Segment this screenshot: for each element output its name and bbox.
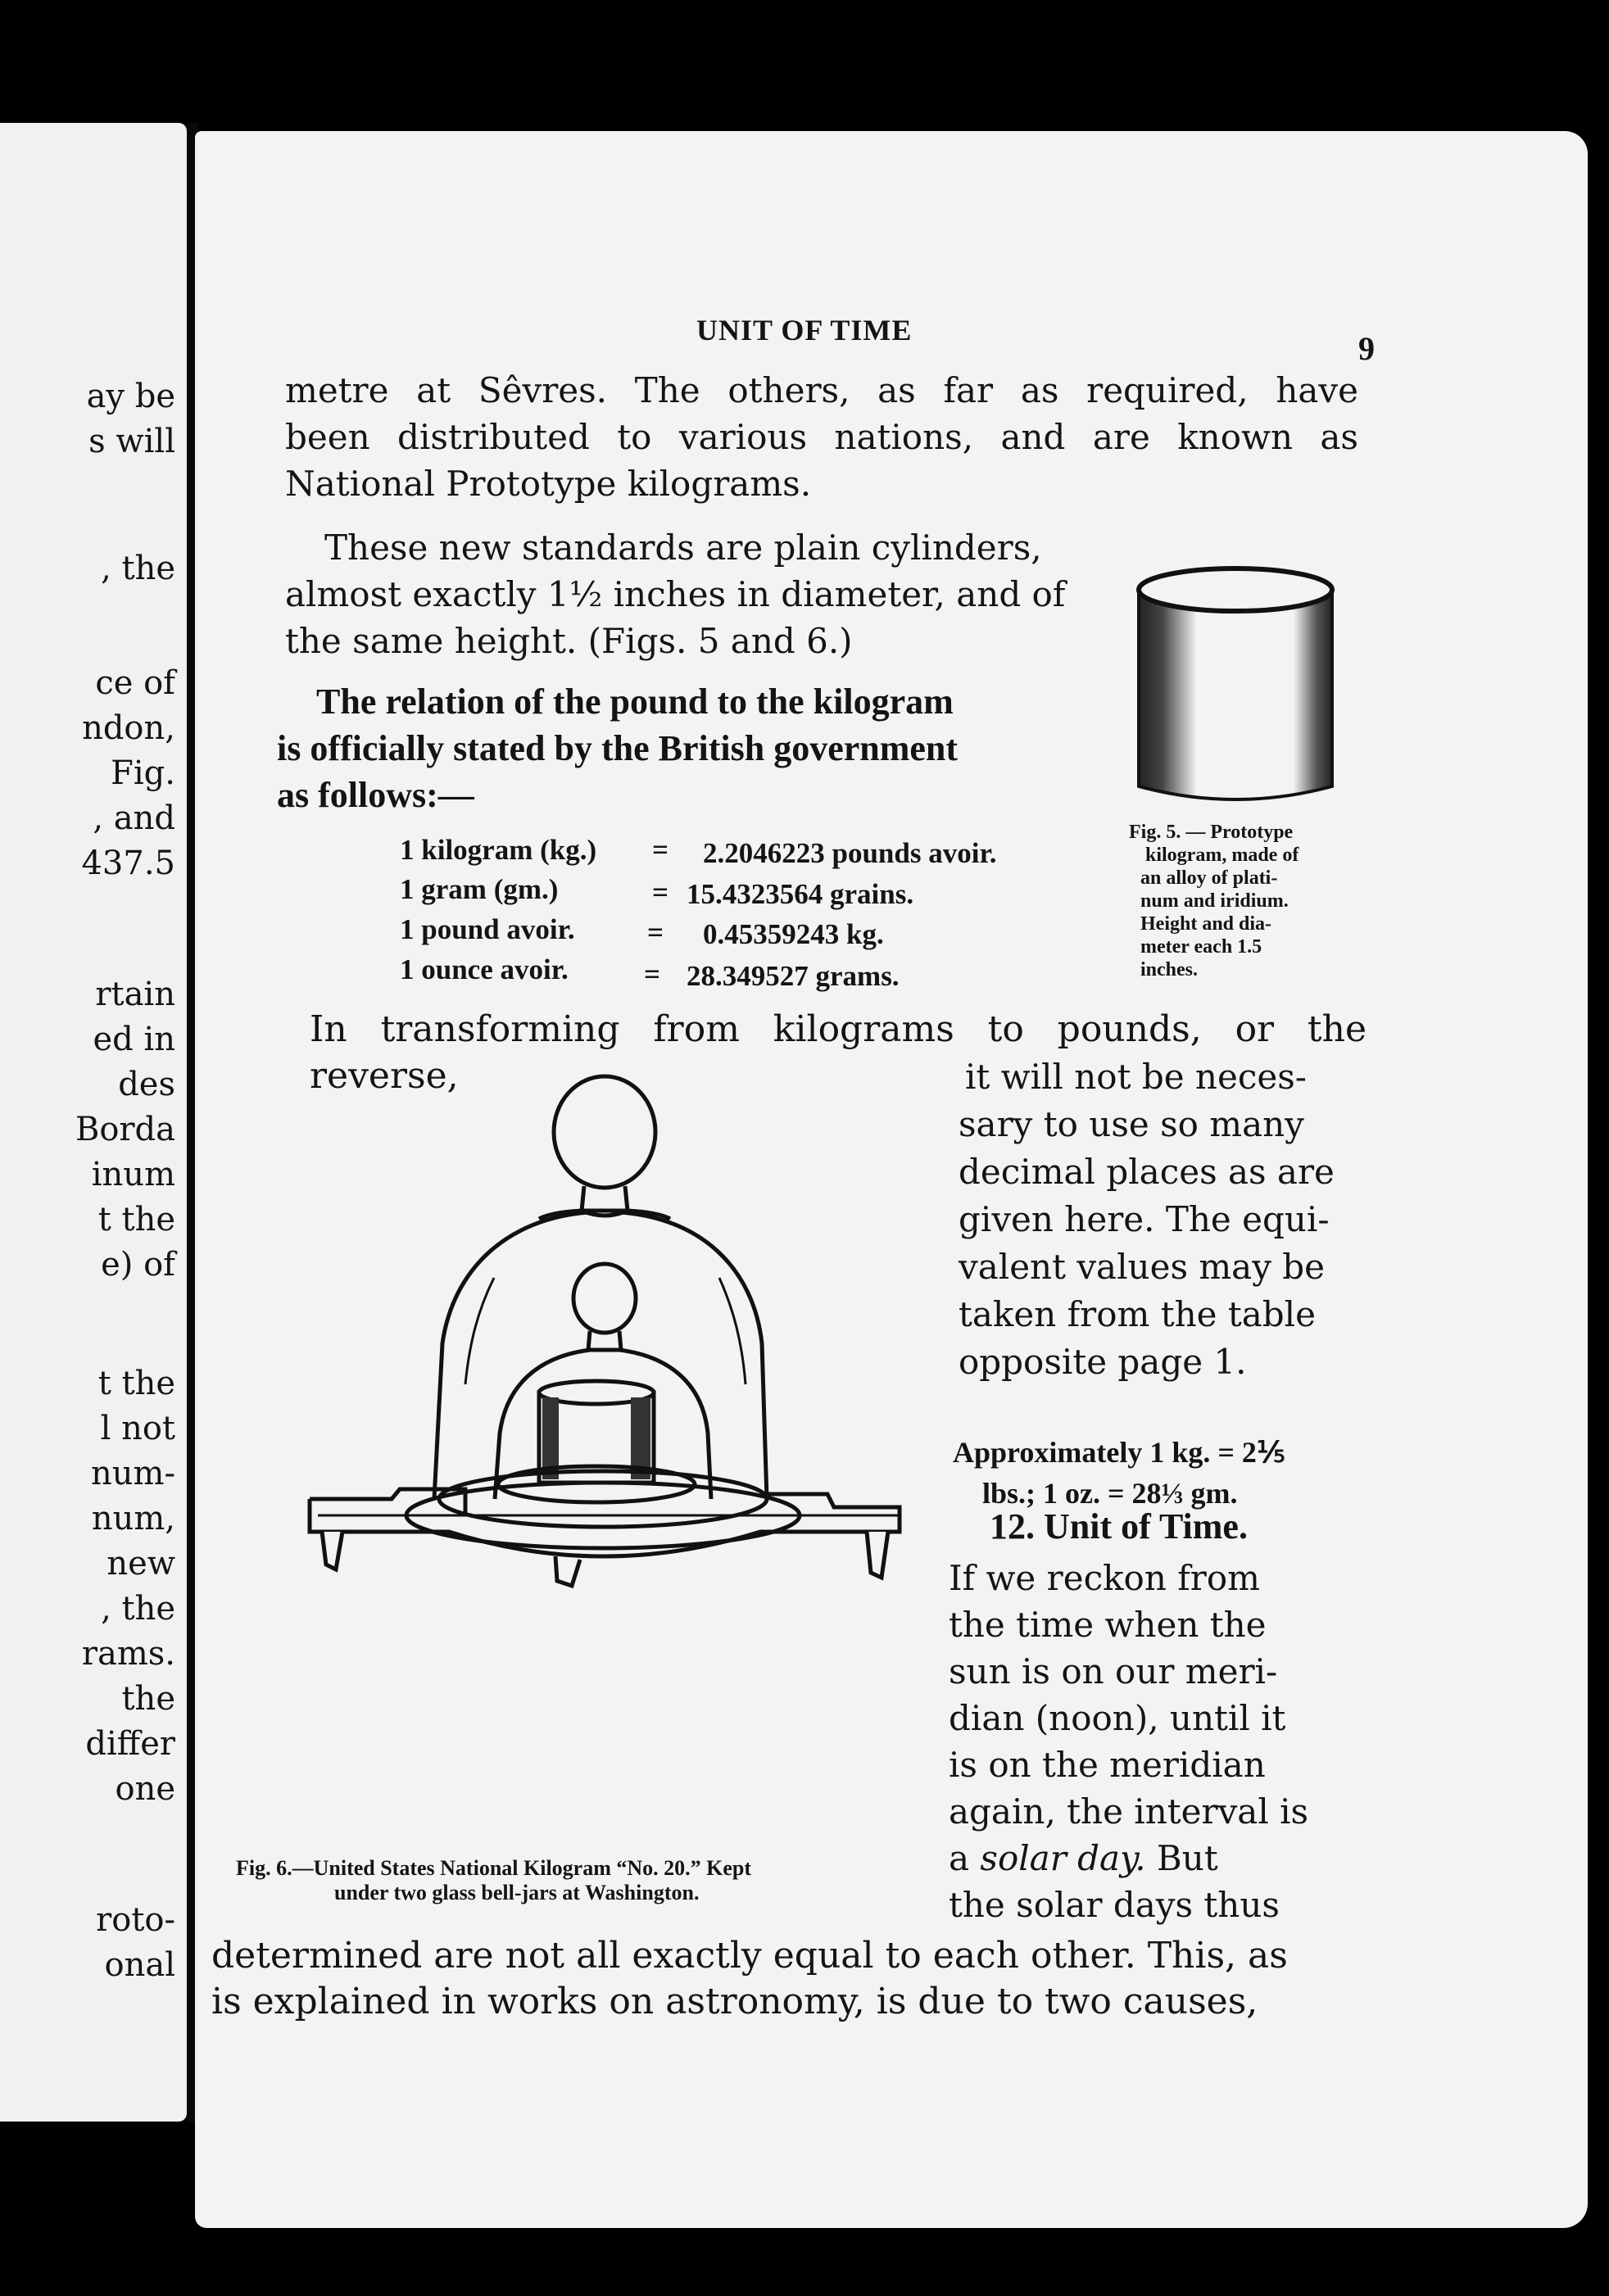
paragraph-4-column bbox=[959, 1053, 1368, 1386]
equivalence-left: 1 kilogram (kg.) bbox=[400, 834, 597, 866]
text-line: sun is on our meri- bbox=[949, 1651, 1278, 1691]
text-line: it will not be neces- bbox=[965, 1057, 1307, 1097]
text-line: taken from the table bbox=[959, 1294, 1316, 1334]
text-line: These new standards are plain cylinders, bbox=[324, 528, 1042, 568]
left-page-text-fragment: Borda bbox=[75, 1111, 175, 1148]
text-line: the same height. (Figs. 5 and 6.) bbox=[285, 621, 853, 661]
left-page-text-fragment: inum bbox=[91, 1156, 175, 1193]
left-page-text-fragment: e) of bbox=[101, 1246, 175, 1284]
equivalence-right: 2.2046223 pounds avoir. bbox=[703, 837, 997, 869]
text-line: almost exactly 1½ inches in diameter, and of bbox=[285, 574, 1066, 614]
left-page-text-fragment: rams. bbox=[81, 1635, 175, 1673]
left-page-text-fragment: t the bbox=[97, 1201, 175, 1239]
caption-line: inches. bbox=[1140, 959, 1199, 980]
fig5-cylinder-illustration bbox=[1129, 557, 1342, 819]
fig5-caption bbox=[1129, 821, 1367, 981]
text-line: again, the interval is bbox=[949, 1791, 1309, 1832]
text-line: determined are not all exactly equal to each other. This, as bbox=[211, 1935, 1288, 1977]
paragraph-6 bbox=[211, 1933, 1358, 2025]
left-page-text-fragment: new bbox=[107, 1545, 175, 1583]
equals-sign: = bbox=[644, 958, 660, 990]
paragraph-5 bbox=[949, 1555, 1367, 1928]
left-page-text-fragment: Fig. bbox=[111, 754, 175, 792]
fig6-caption bbox=[236, 1856, 940, 1905]
caption-line: Fig. 6.—United States National Kilogram “No. 20.” Kept bbox=[236, 1856, 752, 1880]
left-page-text-fragment: one bbox=[115, 1770, 175, 1808]
text-line: given here. The equi- bbox=[959, 1199, 1330, 1239]
left-page-text-fragment: roto- bbox=[96, 1901, 175, 1939]
text-line: been distributed to various nations, and are known as bbox=[285, 417, 1358, 457]
left-page-text-fragment: ndon, bbox=[82, 709, 175, 747]
left-page-text-fragment: ay be bbox=[86, 378, 175, 415]
text-line: is on the meridian bbox=[949, 1745, 1266, 1785]
left-page-fragment bbox=[0, 123, 187, 2122]
text-line: decimal places as are bbox=[959, 1152, 1335, 1192]
caption-line: kilogram, made of bbox=[1145, 845, 1299, 866]
equivalence-left: 1 gram (gm.) bbox=[400, 873, 559, 905]
left-page-text-fragment: , and bbox=[93, 799, 175, 837]
equivalence-right: 15.4323564 grains. bbox=[687, 878, 914, 910]
left-page-text-fragment: rtain bbox=[95, 976, 175, 1013]
equivalence-left: 1 ounce avoir. bbox=[400, 953, 569, 985]
left-page-text-fragment: l not bbox=[100, 1410, 175, 1447]
caption-line: num and iridium. bbox=[1140, 890, 1289, 912]
text-line: Approximately 1 kg. = 2⅕ bbox=[953, 1436, 1285, 1469]
text-line: is explained in works on astronomy, is due to two causes, bbox=[211, 1981, 1258, 2022]
left-page-text-fragment: onal bbox=[104, 1946, 175, 1984]
book-page bbox=[195, 131, 1588, 2228]
text-line: dian (noon), until it bbox=[949, 1698, 1286, 1738]
text-fragment: a bbox=[949, 1838, 981, 1878]
left-page-text-fragment: , the bbox=[101, 1590, 175, 1628]
text-line: valent values may be bbox=[959, 1247, 1326, 1287]
fig6-bell-jar-illustration bbox=[261, 1073, 916, 1597]
text-line: sary to use so many bbox=[959, 1104, 1304, 1144]
text-line: is officially stated by the British government bbox=[277, 728, 959, 768]
equivalence-left: 1 pound avoir. bbox=[400, 913, 575, 945]
running-header: UNIT OF TIME bbox=[696, 314, 913, 346]
equals-sign: = bbox=[647, 917, 664, 949]
equivalence-right: 28.349527 grams. bbox=[687, 960, 900, 992]
text-fragment: But bbox=[1145, 1838, 1218, 1878]
paragraph-4-first-line: In transforming from kilograms to pounds, or the reverse, bbox=[310, 1008, 1367, 1097]
left-page-text-fragment: 437.5 bbox=[81, 845, 175, 882]
approximation-note bbox=[953, 1432, 1362, 1514]
text-line: The relation of the pound to the kilogram bbox=[316, 682, 954, 722]
text-line: If we reckon from bbox=[949, 1558, 1260, 1598]
section-title: Unit of Time. bbox=[1044, 1506, 1248, 1547]
caption-line: an alloy of plati- bbox=[1140, 867, 1278, 889]
left-page-text-fragment: the bbox=[121, 1680, 175, 1718]
caption-line: meter each 1.5 bbox=[1140, 936, 1262, 958]
equals-sign: = bbox=[652, 876, 669, 908]
left-page-text-fragment: t the bbox=[97, 1365, 175, 1402]
caption-line: Fig. 5. — Prototype bbox=[1129, 822, 1294, 843]
caption-line: Height and dia- bbox=[1140, 913, 1272, 935]
left-page-text-fragment: num- bbox=[91, 1455, 175, 1492]
left-page-text-fragment: ed in bbox=[93, 1021, 175, 1058]
left-page-text-fragment: ce of bbox=[95, 664, 175, 702]
left-page-text-fragment: differ bbox=[85, 1725, 175, 1763]
section-number: 12. bbox=[990, 1506, 1035, 1547]
paragraph-2 bbox=[285, 524, 1104, 664]
page-number: 9 bbox=[1358, 330, 1376, 367]
text-line: lbs.; 1 oz. = 28⅓ gm. bbox=[982, 1477, 1238, 1510]
left-page-text-fragment: s will bbox=[88, 423, 175, 460]
left-page-text-fragment: num, bbox=[91, 1500, 175, 1537]
text-line: National Prototype kilograms. bbox=[285, 464, 812, 504]
text-line: opposite page 1. bbox=[959, 1342, 1247, 1382]
paragraph-3 bbox=[277, 678, 1104, 818]
text-line: metre at Sêvres. The others, as far as required, have bbox=[285, 370, 1358, 410]
italic-term: solar day. bbox=[980, 1838, 1146, 1878]
text-line: the time when the bbox=[949, 1605, 1267, 1645]
paragraph-1 bbox=[285, 367, 1358, 507]
caption-line: under two glass bell-jars at Washington. bbox=[334, 1881, 700, 1904]
equals-sign: = bbox=[652, 834, 669, 866]
text-line: the solar days thus bbox=[949, 1885, 1280, 1925]
section-heading bbox=[990, 1506, 1248, 1547]
left-page-text-fragment: , the bbox=[101, 550, 175, 587]
text-line bbox=[949, 1835, 1367, 1882]
left-page-text-fragment: des bbox=[118, 1066, 175, 1103]
equivalence-right: 0.45359243 kg. bbox=[703, 918, 884, 950]
text-line: as follows:— bbox=[277, 775, 474, 815]
